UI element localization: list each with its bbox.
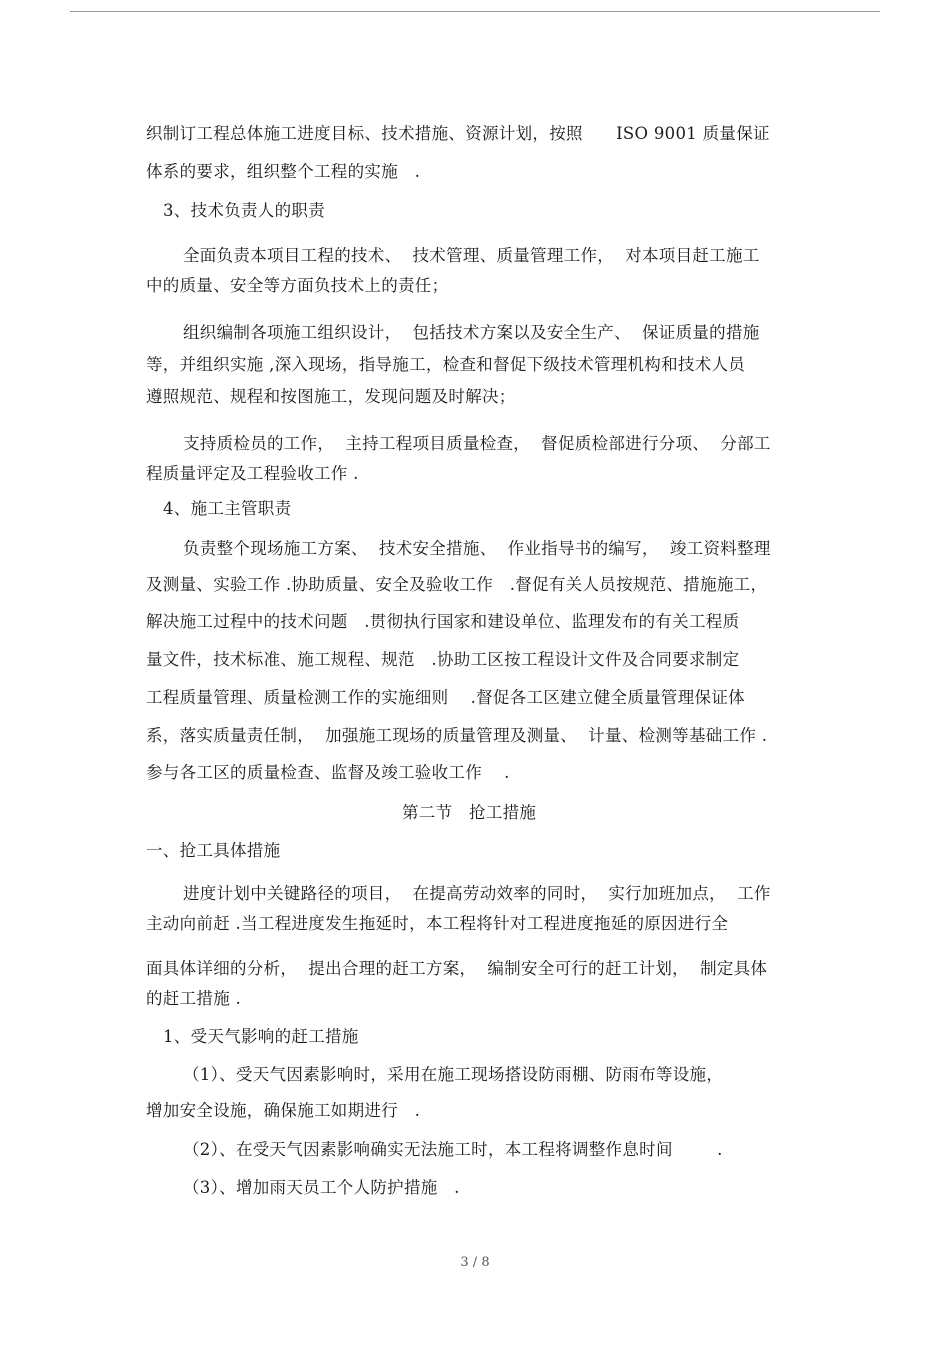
paragraph-line: （2）、在受天气因素影响确实无法施工时，本工程将调整作息时间 . xyxy=(183,1140,723,1159)
paragraph-line: 的赶工措施 . xyxy=(146,989,242,1008)
paragraph-line: 支持质检员的工作， 主持工程项目质量检查， 督促质检部进行分项、 分部工 xyxy=(183,434,771,453)
paragraph-line: （3）、增加雨天员工个人防护措施 . xyxy=(183,1178,460,1197)
paragraph-line: 织制订工程总体施工进度目标、技术措施、资源计划，按照 ISO 9001 质量保证 xyxy=(146,124,770,143)
paragraph-line: （1）、受天气因素影响时，采用在施工现场搭设防雨棚、防雨布等设施， xyxy=(183,1065,724,1084)
section-heading: 4、施工主管职责 xyxy=(163,499,292,518)
paragraph-line: 参与各工区的质量检查、监督及竣工验收工作 . xyxy=(146,763,510,782)
paragraph-line: 全面负责本项目工程的技术、 技术管理、质量管理工作， 对本项目赶工施工 xyxy=(183,246,760,265)
header-rule xyxy=(70,11,880,12)
paragraph-line: 量文件，技术标准、施工规程、规范 .协助工区按工程设计文件及合同要求制定 xyxy=(146,650,740,669)
section-heading: 3、技术负责人的职责 xyxy=(163,201,325,220)
paragraph-line: 面具体详细的分析， 提出合理的赶工方案， 编制安全可行的赶工计划， 制定具体 xyxy=(146,959,768,978)
paragraph-line: 中的质量、安全等方面负技术上的责任； xyxy=(146,276,449,295)
paragraph-line: 组织编制各项施工组织设计， 包括技术方案以及安全生产、 保证质量的措施 xyxy=(183,323,760,342)
page-number: 3 / 8 xyxy=(460,1255,490,1270)
paragraph-line: 及测量、实验工作 .协助质量、安全及验收工作 .督促有关人员按规范、措施施工， xyxy=(146,575,768,594)
paragraph-line: 进度计划中关键路径的项目， 在提高劳动效率的同时， 实行加班加点， 工作 xyxy=(183,884,771,903)
paragraph-line: 系，落实质量责任制， 加强施工现场的质量管理及测量、 计量、检测等基础工作 . xyxy=(146,726,768,745)
paragraph-line: 体系的要求，组织整个工程的实施 . xyxy=(146,162,421,181)
paragraph-line: 等，并组织实施 ,深入现场，指导施工，检查和督促下级技术管理机构和技术人员 xyxy=(146,355,746,374)
paragraph-line: 工程质量管理、质量检测工作的实施细则 .督促各工区建立健全质量管理保证体 xyxy=(146,688,745,707)
paragraph-line: 程质量评定及工程验收工作 . xyxy=(146,464,359,483)
paragraph-line: 遵照规范、规程和按图施工，发现问题及时解决； xyxy=(146,387,516,406)
paragraph-line: 解决施工过程中的技术问题 .贯彻执行国家和建设单位、监理发布的有关工程质 xyxy=(146,612,740,631)
section-heading: 一、抢工具体措施 xyxy=(146,841,281,860)
section-heading: 1、受天气影响的赶工措施 xyxy=(163,1027,359,1046)
section-title: 第二节 抢工措施 xyxy=(402,803,537,822)
paragraph-line: 主动向前赶 .当工程进度发生拖延时，本工程将针对工程进度拖延的原因进行全 xyxy=(146,914,729,933)
paragraph-line: 增加安全设施，确保施工如期进行 . xyxy=(146,1101,421,1120)
paragraph-line: 负责整个现场施工方案、 技术安全措施、 作业指导书的编写， 竣工资料整理 xyxy=(183,539,771,558)
